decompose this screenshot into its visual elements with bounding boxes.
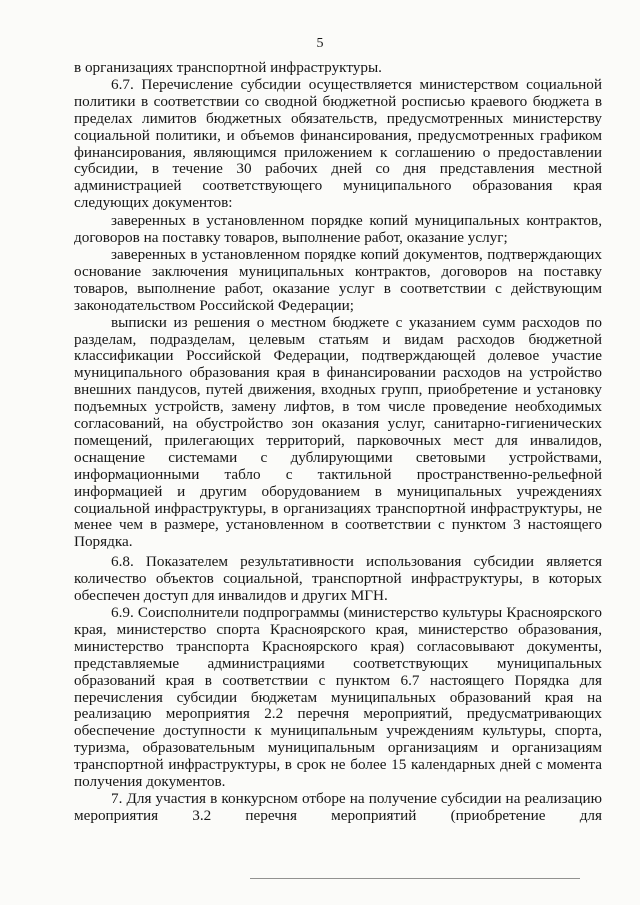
paragraph-6-7: 6.7. Перечисление субсидии осуществляется министерством социальной политики в соответствии со сводной бюджетной росписью краевого бюджета в пределах лимитов бюджетных обязательств, предусмотренных министерству социальной политики, и объемов финансирования, предусмотренных графиком финансирования, являющимся приложением к соглашению о предоставлении субсидии, в течение 30 рабочих дней со дня представления местной администрацией соответствующего муниципального образования края следующих документов: <box>74 75 602 212</box>
paragraph-7: 7. Для участия в конкурсном отборе на получение субсидии на реализацию мероприятия 3.2 перечня мероприятий (приобретение для <box>74 789 602 824</box>
paragraph-6-9: 6.9. Соисполнители подпрограммы (министерство культуры Красноярского края, министерство спорта Красноярского края, министерство образования, министерство транспорта Красноярского края) согласовывают документы, представляемые администрациями соответствующих муниципальных образований края в соответствии с пунктом 6.7 настоящего Порядка для перечисления субсидии бюджетам муниципальных образований края на реализацию мероприятия 2.2 перечня мероприятий, предусматривающих обеспечение доступности к муниципальным учреждениям культуры, спорта, туризма, образовательным муниципальным организациям и организациям транспортной инфраструктуры, в срок не более 15 календарных дней с момента получения документов. <box>74 604 602 791</box>
paragraph-continuation: в организациях транспортной инфраструктуры. <box>74 59 382 76</box>
paragraph-budget-extract: выписки из решения о местном бюджете с указанием сумм расходов по разделам, подразделам, целевым статьям и видам расходов бюджетной классификации Российской Федерации, подтверждающей долевое участие муниципального образования края в финансировании расходов на устройство внешних пандусов, путей движения, входных групп, приобретение и установку подъемных устройств, замену лифтов, в том числе проведение необходимых согласований, на обустройство зон оказания услуг, санитарно-гигиенических помещений, прилегающих территорий, парковочных мест для инвалидов, оснащение системами с дублирующими световыми устройствами, информационными табло с тактильной пространственно-рельефной информацией и другим оборудованием в муниципальных учреждениях социальной инфраструктуры, в организациях транспортной инфраструктуры, не менее чем в размере, установленном в соответствии с пунктом 3 настоящего Порядка. <box>74 313 602 551</box>
scan-edge-line <box>250 878 580 879</box>
paragraph-6-8: 6.8. Показателем результативности использования субсидии является количество объектов социальной, транспортной инфраструктуры, в которых обеспечен доступ для инвалидов и других МГН. <box>74 553 602 605</box>
page-number: 5 <box>316 36 324 51</box>
paragraph-basis-documents: заверенных в установленном порядке копий документов, подтверждающих основание заключения муниципальных контрактов, договоров на поставку товаров, выполнение работ, оказание услуг в соответствии с действующим законодательством Российской Федерации; <box>74 245 602 314</box>
paragraph-contract-copies: заверенных в установленном порядке копий муниципальных контрактов, договоров на поставку товаров, выполнение работ, оказание услуг; <box>74 212 602 247</box>
document-body <box>74 60 602 825</box>
